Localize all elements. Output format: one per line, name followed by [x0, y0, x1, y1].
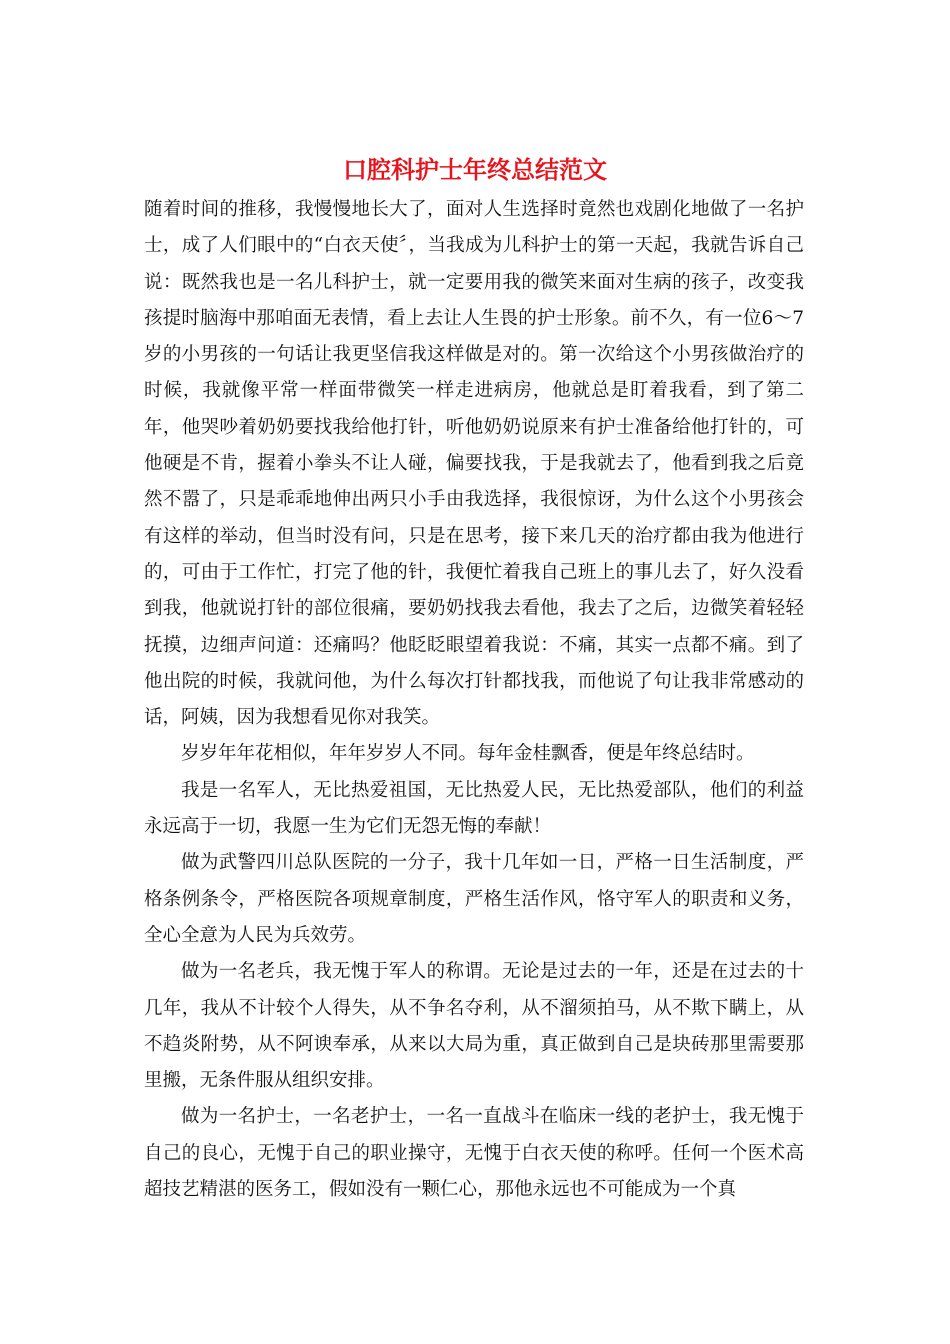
paragraph-4: 做为武警四川总队医院的一分子，我十几年如一日，严格一日生活制度，严格条例条令，严格医院各项规章制度，严格生活作风，恪守军人的职责和义务，全心全意为人民为兵效劳。: [144, 852, 804, 946]
paragraph-1: 随着时间的推移，我慢慢地长大了，面对人生选择时竟然也戏剧化地做了一名护士，成了人们眼中的“白衣天使〞，当我成为儿科护士的第一天起，我就告诉自己说：既然我也是一名儿科护士，就一定要用我的微笑来面对生病的孩子，改变我孩提时脑海中那咱面无表情，看上去让人生畏的护士形象。前不久，有一位6～7岁的小男孩的一句话让我更坚信我这样做是对的。第一次给这个小男孩做治疗的时候，我就像平常一样面带微笑一样走进病房，他就总是盯着我看，到了第二年，他哭吵着奶奶要找我给他打针，听他奶奶说原来有护士准备给他打针的，可他硬是不肯，握着小拳头不让人碰，偏要找我，于是我就去了，他看到我之后竟然不嚣了，只是乖乖地伸出两只小手由我选择，我很惊讶，为什么这个小男孩会有这样的举动，但当时没有问，只是在思考，接下来几天的治疗都由我为他进行的，可由于工作忙，打完了他的针，我便忙着我自己班上的事儿去了，好久没看到我，他就说打针的部位很痛，要奶奶找我去看他，我去了之后，边微笑着轻轻抚摸，边细声问道：还痛吗？他眨眨眼望着我说：不痛，其实一点都不痛。到了他出院的时候，我就问他，为什么每次打针都找我，而他说了句让我非常感动的话，阿姨，因为我想看见你对我笑。: [144, 199, 804, 729]
document-body: [144, 192, 804, 1208]
paragraph-3: 我是一名军人，无比热爱祖国，无比热爱人民，无比热爱部队，他们的利益永远高于一切，我愿一生为它们无怨无悔的奉献！: [144, 779, 804, 838]
paragraph-2: 岁岁年年花相似，年年岁岁人不同。每年金桂飘香，便是年终总结时。: [181, 743, 755, 765]
document-title: 口腔科护士年终总结范文: [343, 155, 607, 184]
paragraph-5: 做为一名老兵，我无愧于军人的称谓。无论是过去的一年，还是在过去的十几年，我从不计较个人得失，从不争名夺利，从不溜须拍马，从不欺下瞒上，从不趋炎附势，从不阿谀奉承，从来以大局为重，真正做到自己是块砖那里需要那里搬，无条件服从组织安排。: [144, 961, 804, 1092]
paragraph-6: 做为一名护士，一名老护士，一名一直战斗在临床一线的老护士，我无愧于自己的良心，无愧于自己的职业操守，无愧于白衣天使的称呼。任何一个医术高超技艺精湛的医务工，假如没有一颗仁心，那他永远也不可能成为一个真: [144, 1106, 804, 1201]
